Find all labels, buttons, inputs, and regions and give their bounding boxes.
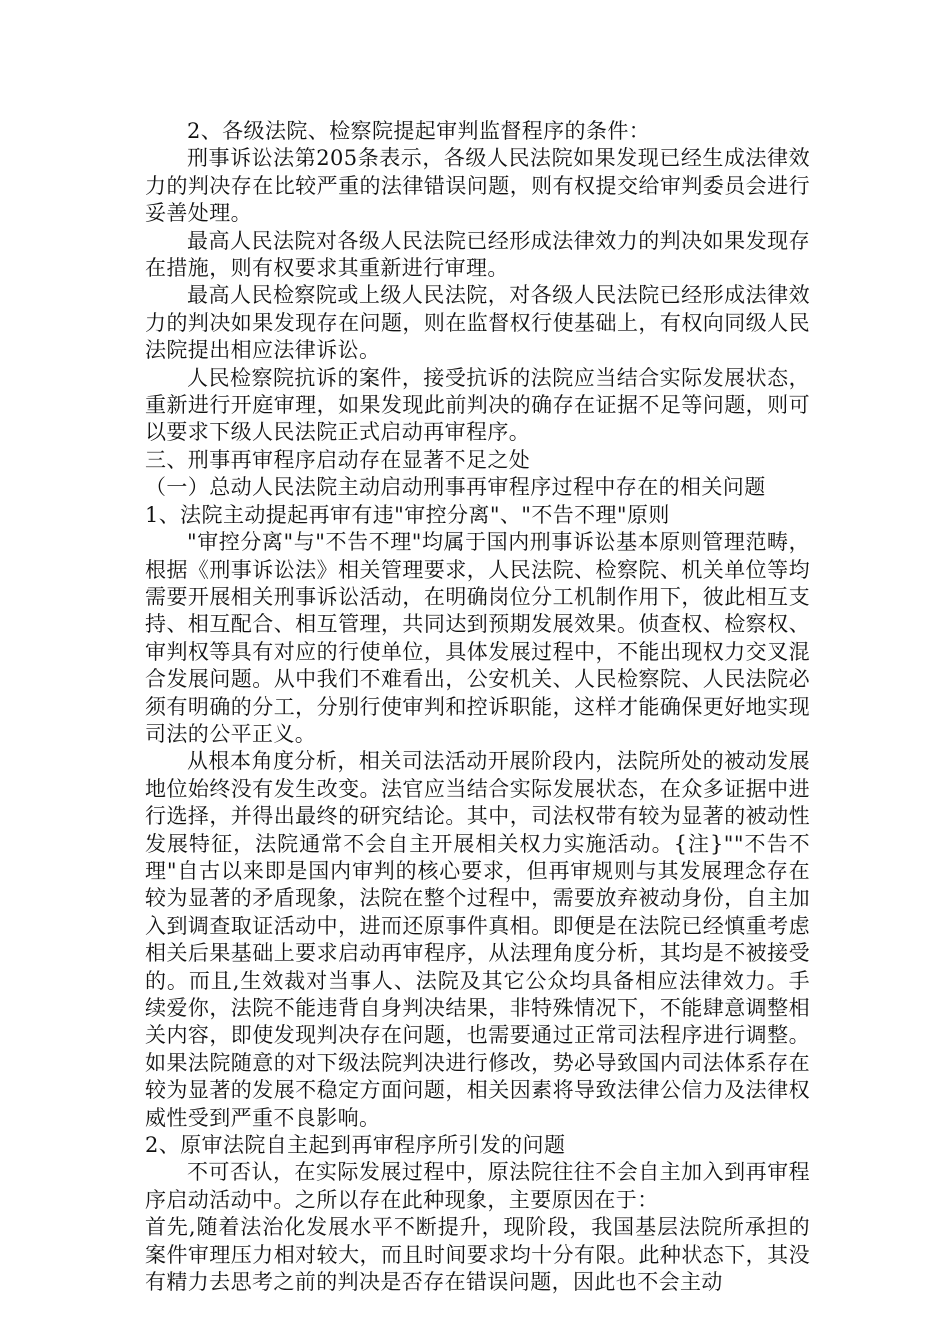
paragraph-article-205: 刑事诉讼法第205条表示，各级人民法院如果发现已经生成法律效力的判决存在比较严重的法律错误问题，则有权提交给审判委员会进行妥善处理。 <box>145 146 810 226</box>
paragraph-undeniable: 不可否认，在实际发展过程中，原法院往往不会自主加入到再审程序启动活动中。之所以存在此种现象，主要原因在于： <box>145 1160 810 1212</box>
paragraph-fundamental-analysis: 从根本角度分析，相关司法活动开展阶段内，法院所处的被动发展地位始终没有发生改变。法官应当结合实际发展状态，在众多证据中进行选择，并得出最终的研究结论。其中，司法权带有较为显著的被动性发展特征，法院通常不会自主开展相关权力实施活动。{注}""不告不理"自古以来即是国内审判的核心要求，但再审规则与其发展理念存在较为显著的矛盾现象，法院在整个过程中，需要放弃被动身份，自主加入到调查取证活动中，进而还原事件真相。即便是在法院已经慎重考虑相关后果基础上要求启动再审程序，从法理角度分析，其均是不被接受的。而且,生效裁对当事人、法院及其它公众均具备相应法律效力。手续爱你，法院不能违背自身判决结果，非特殊情况下，不能肆意调整相关内容，即使发现判决存在问题，也需要通过正常司法程序进行调整。如果法院随意的对下级法院判决进行修改，势必导致国内司法体系存在较为显著的发展不稳定方面问题，相关因素将导致法律公信力及法律权威性受到严重不良影响。 <box>145 749 810 1130</box>
paragraph-supreme-court: 最高人民法院对各级人民法院已经形成法律效力的判决如果发现存在措施，则有权要求其重新进行审理。 <box>145 228 810 281</box>
subsection-heading-1: （一）总动人民法院主动启动刑事再审程序过程中存在的相关问题 <box>145 475 766 500</box>
paragraph-protest-cases: 人民检察院抗诉的案件，接受抗诉的法院应当结合实际发展状态，重新进行开庭审理，如果发现此前判决的确存在证据不足等问题，则可以要求下级人民法院正式启动再审程序。 <box>145 365 810 445</box>
item-heading-2: 2、原审法院自主起到再审程序所引发的问题 <box>145 1133 566 1158</box>
item-heading-1: 1、法院主动提起再审有违"审控分离"、"不告不理"原则 <box>145 502 670 527</box>
paragraph-separation-principle: "审控分离"与"不告不理"均属于国内刑事诉讼基本原则管理范畴，根据《刑事诉讼法》相关管理要求，人民法院、检察院、机关单位等均需要开展相关刑事诉讼活动，在明确岗位分工机制作用下，彼此相互支持、相互配合、相互管理，共同达到预期发展效果。侦查权、检察权、审判权等具有对应的行使单位，具体发展过程中，不能出现权力交叉混合发展问题。从中我们不难看出，公安机关、人民检察院、人民法院必须有明确的分工，分别行使审判和控诉职能，这样才能确保更好地实现司法的公平正义。 <box>145 530 810 746</box>
document-body <box>145 118 810 1296</box>
paragraph-supreme-procuratorate: 最高人民检察院或上级人民法院，对各级人民法院已经形成法律效力的判决如果发现存在问题，则在监督权行使基础上，有权向同级人民法院提出相应法律诉讼。 <box>145 283 810 363</box>
paragraph-firstly: 首先,随着法治化发展水平不断提升，现阶段，我国基层法院所承担的案件审理压力相对较大，而且时间要求均十分有限。此种状态下，其没有精力去思考之前的判决是否存在错误问题，因此也不会主动 <box>145 1215 810 1295</box>
paragraph-retrial-conditions-heading: 2、各级法院、检察院提起审判监督程序的条件： <box>187 119 651 143</box>
section-heading-3: 三、刑事再审程序启动存在显著不足之处 <box>145 447 531 472</box>
